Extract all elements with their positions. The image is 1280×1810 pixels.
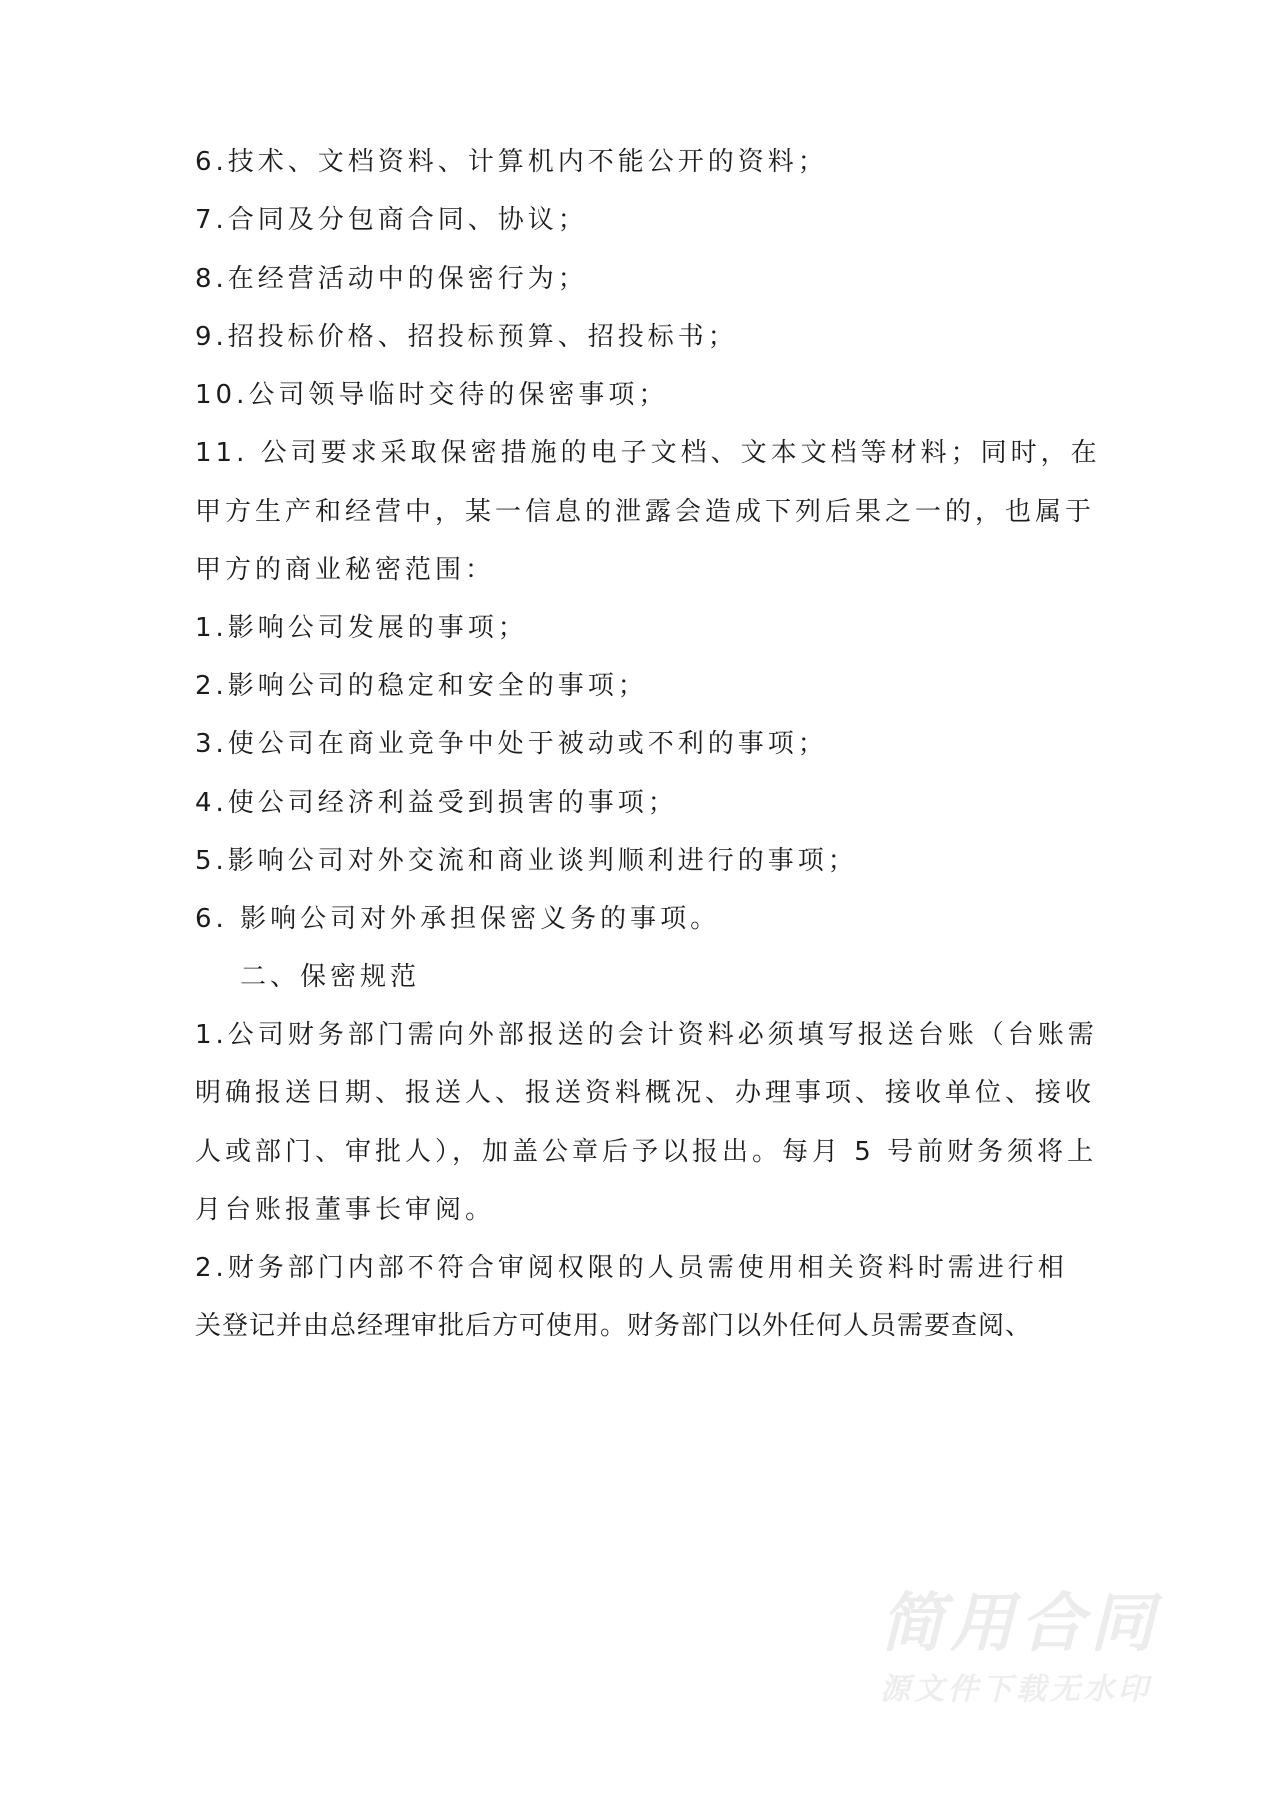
list-item-consequence: 4.使公司经济利益受到损害的事项； [195, 788, 678, 818]
list-item-bidding: 9.招投标价格、招投标预算、招投标书； [195, 322, 738, 352]
list-item-leadership-matters: 10.公司领导临时交待的保密事项； [195, 380, 669, 410]
paragraph-line: 甲方的商业秘密范围： [195, 555, 496, 585]
paragraph-line: 人或部门、审批人），加盖公章后予以报出。每月 5 号前财务须将上 [195, 1137, 1098, 1167]
paragraph-line: 甲方生产和经营中，某一信息的泄露会造成下列后果之一的，也属于 [195, 497, 1096, 527]
list-item-business-conduct: 8.在经营活动中的保密行为； [195, 264, 588, 294]
list-item-consequence: 1.影响公司发展的事项； [195, 613, 528, 643]
list-item-confidential-tech-docs: 6.技术、文档资料、计算机内不能公开的资料； [195, 147, 828, 177]
list-item-consequence: 3.使公司在商业竞争中处于被动或不利的事项； [195, 729, 828, 759]
paragraph-line: 关登记并由总经理审批后方可使用。财务部门以外任何人员需要查阅、 [195, 1311, 1033, 1341]
list-item-consequence: 5.影响公司对外交流和商业谈判顺利进行的事项； [195, 846, 858, 876]
list-item-consequence: 2.影响公司的稳定和安全的事项； [195, 671, 648, 701]
paragraph-line: 月台账报董事长审阅。 [195, 1195, 496, 1225]
paragraph-line: 2.财务部门内部不符合审阅权限的人员需使用相关资料时需进行相 [195, 1253, 1068, 1283]
section-heading: 二、保密规范 [240, 962, 421, 992]
watermark-subtitle: 源文件下载无水印 [880, 1672, 1152, 1707]
paragraph-line: 1.公司财务部门需向外部报送的会计资料必须填写报送台账（台账需 [195, 1020, 1098, 1050]
watermark-title: 简用合同 [880, 1587, 1160, 1661]
paragraph-line: 11. 公司要求采取保密措施的电子文档、文本文档等材料；同时，在 [195, 438, 1101, 468]
list-item-contracts: 7.合同及分包商合同、协议； [195, 205, 588, 235]
list-item-consequence: 6. 影响公司对外承担保密义务的事项。 [195, 904, 721, 934]
paragraph-line: 明确报送日期、报送人、报送资料概况、办理事项、接收单位、接收 [195, 1078, 1096, 1108]
watermark [880, 1588, 1200, 1710]
